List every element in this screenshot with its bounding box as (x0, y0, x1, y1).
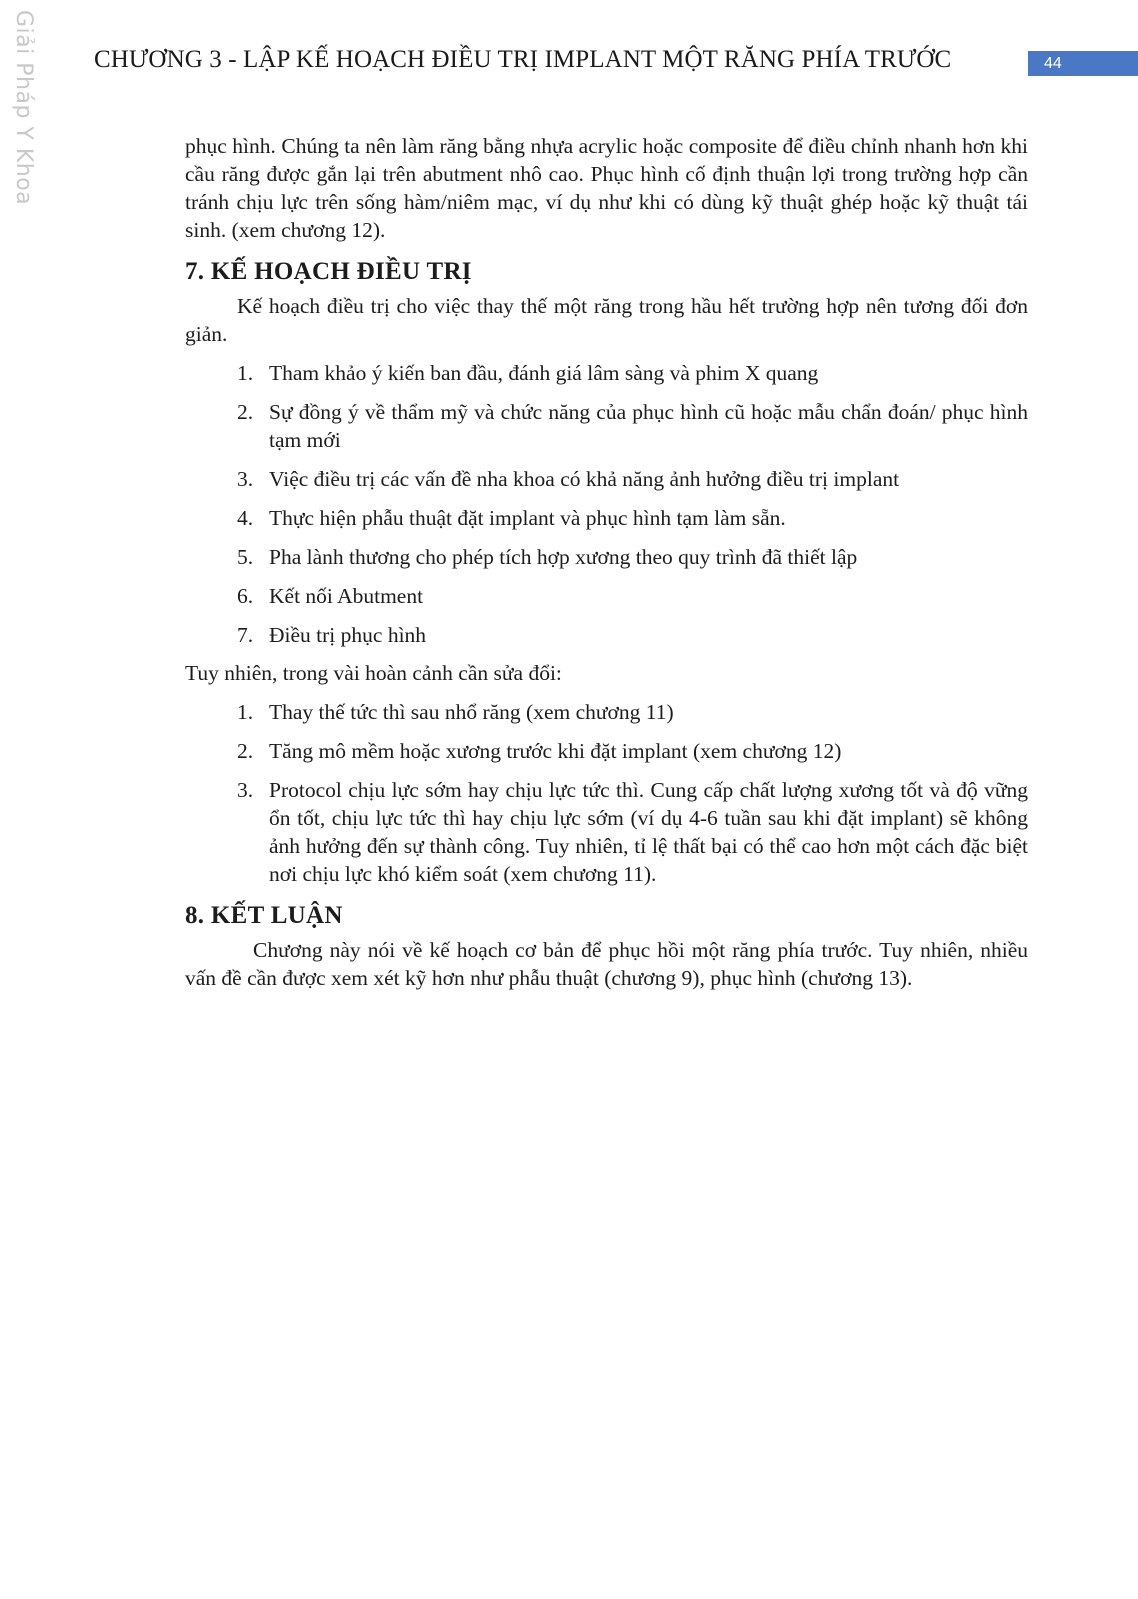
section-8-paragraph: Chương này nói về kế hoạch cơ bản để phục hồi một răng phía trước. Tuy nhiên, nhiều vấn đề cần được xem xét kỹ hơn như phẫu thuật (chương 9), phục hình (chương 13). (185, 938, 1028, 990)
treatment-steps-list (185, 359, 1028, 649)
list-item-text: Tham khảo ý kiến ban đầu, đánh giá lâm sàng và phim X quang (269, 361, 819, 385)
modifications-intro: Tuy nhiên, trong vài hoàn cảnh cần sửa đổi: (185, 661, 562, 685)
list-item-number: 7. (237, 623, 254, 647)
list-item-number: 5. (237, 545, 254, 569)
list-item-number: 3. (237, 467, 254, 491)
page-body (185, 132, 1028, 992)
list-item (237, 543, 1028, 571)
modifications-list (185, 698, 1028, 888)
list-item-number: 3. (237, 778, 254, 802)
list-item-text: Sự đồng ý về thẩm mỹ và chức năng của phục hình cũ hoặc mẫu chẩn đoán/ phục hình tạm mới (269, 400, 1028, 452)
intro-paragraph: phục hình. Chúng ta nên làm răng bằng nhựa acrylic hoặc composite để điều chỉnh nhanh hơn khi cầu răng được gắn lại trên abutment nhô cao. Phục hình cố định thuận lợi trong trường hợp cần tránh chịu lực trên sống hàm/niêm mạc, ví dụ như khi có dùng kỹ thuật ghép hoặc kỹ thuật tái sinh. (xem chương 12). (185, 134, 1028, 242)
list-item (237, 698, 1028, 726)
list-item-text: Pha lành thương cho phép tích hợp xương theo quy trình đã thiết lập (269, 545, 858, 569)
list-item-text: Việc điều trị các vấn đề nha khoa có khả năng ảnh hưởng điều trị implant (269, 467, 900, 491)
section-7-paragraph: Kế hoạch điều trị cho việc thay thế một răng trong hầu hết trường hợp nên tương đối đơn giản. (185, 294, 1028, 346)
list-item-text: Protocol chịu lực sớm hay chịu lực tức thì. Cung cấp chất lượng xương tốt và độ vững ổn tốt, chịu lực tức thì hay chịu lực sớm (ví dụ 4-6 tuần sau khi đặt implant) sẽ không ảnh hưởng đến sự thành công. Tuy nhiên, tỉ lệ thất bại có thể cao hơn một cách đặc biệt nơi chịu lực khó kiểm soát (xem chương 11). (269, 778, 1028, 886)
list-item (237, 582, 1028, 610)
list-item (237, 776, 1028, 888)
list-item (237, 398, 1028, 454)
list-item (237, 737, 1028, 765)
list-item (237, 621, 1028, 649)
watermark: Giải Pháp Y Khoa (11, 10, 36, 206)
list-item (237, 504, 1028, 532)
list-item-number: 4. (237, 506, 254, 530)
section-8-heading: 8. KẾT LUẬN (185, 902, 343, 929)
list-item-number: 2. (237, 739, 254, 763)
list-item-text: Tăng mô mềm hoặc xương trước khi đặt implant (xem chương 12) (269, 739, 842, 763)
list-item-number: 1. (237, 361, 254, 385)
page-number-badge: 44 (1028, 51, 1138, 76)
list-item (237, 359, 1028, 387)
list-item-number: 1. (237, 700, 254, 724)
list-item-text: Điều trị phục hình (269, 623, 427, 647)
list-item-text: Thay thế tức thì sau nhổ răng (xem chương 11) (269, 700, 674, 724)
list-item-text: Thực hiện phẫu thuật đặt implant và phục hình tạm làm sẵn. (269, 506, 786, 530)
list-item (237, 465, 1028, 493)
page-header-title: CHƯƠNG 3 - LẬP KẾ HOẠCH ĐIỀU TRỊ IMPLANT MỘT RĂNG PHÍA TRƯỚC (94, 46, 952, 73)
list-item-text: Kết nối Abutment (269, 584, 424, 608)
section-7-heading: 7. KẾ HOẠCH ĐIỀU TRỊ (185, 258, 472, 285)
list-item-number: 2. (237, 400, 254, 424)
list-item-number: 6. (237, 584, 254, 608)
